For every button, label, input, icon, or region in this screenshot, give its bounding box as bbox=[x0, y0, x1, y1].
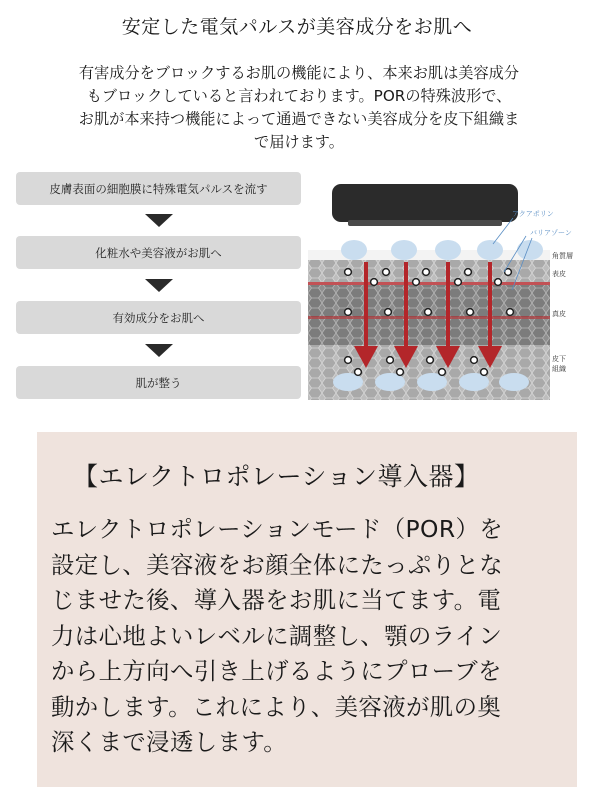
card-line: から上方向へ引き上げるようにプローブを bbox=[51, 657, 502, 685]
card-line: 力は心地よいレベルに調整し、顎のライン bbox=[51, 621, 503, 650]
diagram-label: 皮下 bbox=[552, 355, 566, 363]
info-card bbox=[37, 432, 577, 787]
arrow-down-icon bbox=[145, 214, 173, 227]
arrow-down-icon bbox=[145, 279, 173, 292]
step-box: 化粧水や美容液がお肌へ bbox=[16, 236, 301, 269]
diagram-label: 組織 bbox=[552, 365, 566, 373]
diagram-label: 表皮 bbox=[552, 270, 566, 278]
diagram-label: バリアゾーン bbox=[530, 229, 572, 237]
diagram-label: アクアポリン bbox=[512, 210, 554, 218]
card-line: 動かします。これにより、美容液が肌の奥 bbox=[51, 692, 502, 721]
probe-head bbox=[332, 184, 518, 222]
card-body bbox=[51, 512, 571, 761]
step-box: 肌が整う bbox=[16, 366, 301, 399]
card-line: 設定し、美容液をお顔全体にたっぷりとな bbox=[51, 550, 504, 579]
card-line: エレクトロポレーションモード（POR）を bbox=[51, 515, 504, 543]
step-box: 皮膚表面の細胞膜に特殊電気パルスを流す bbox=[16, 172, 301, 205]
skin-diagram-illustration bbox=[308, 178, 588, 403]
card-title: 【エレクトロポレーション導入器】 bbox=[73, 462, 480, 491]
diagram-label: 角質層 bbox=[552, 252, 573, 260]
intro-line: 有害成分をブロックするお肌の機能により、本来お肌は美容成分 bbox=[78, 64, 520, 82]
page-title: 安定した電気パルスが美容成分をお肌へ bbox=[121, 16, 473, 38]
step-box: 有効成分をお肌へ bbox=[16, 301, 301, 334]
arrow-down-icon bbox=[145, 344, 173, 357]
intro-line: もブロックしていると言われております。PORの特殊波形で、 bbox=[86, 87, 512, 105]
intro-text bbox=[14, 62, 584, 154]
intro-line: お肌が本来持つ機能によって通過できない美容成分を皮下組織ま bbox=[78, 110, 520, 128]
intro-line: で届けます。 bbox=[254, 133, 344, 151]
skin-diagram bbox=[308, 178, 588, 403]
card-line: じませた後、導入器をお肌に当てます。電 bbox=[51, 586, 502, 614]
card-line: 深くまで浸透します。 bbox=[51, 728, 288, 756]
diagram-label: 真皮 bbox=[552, 310, 566, 318]
